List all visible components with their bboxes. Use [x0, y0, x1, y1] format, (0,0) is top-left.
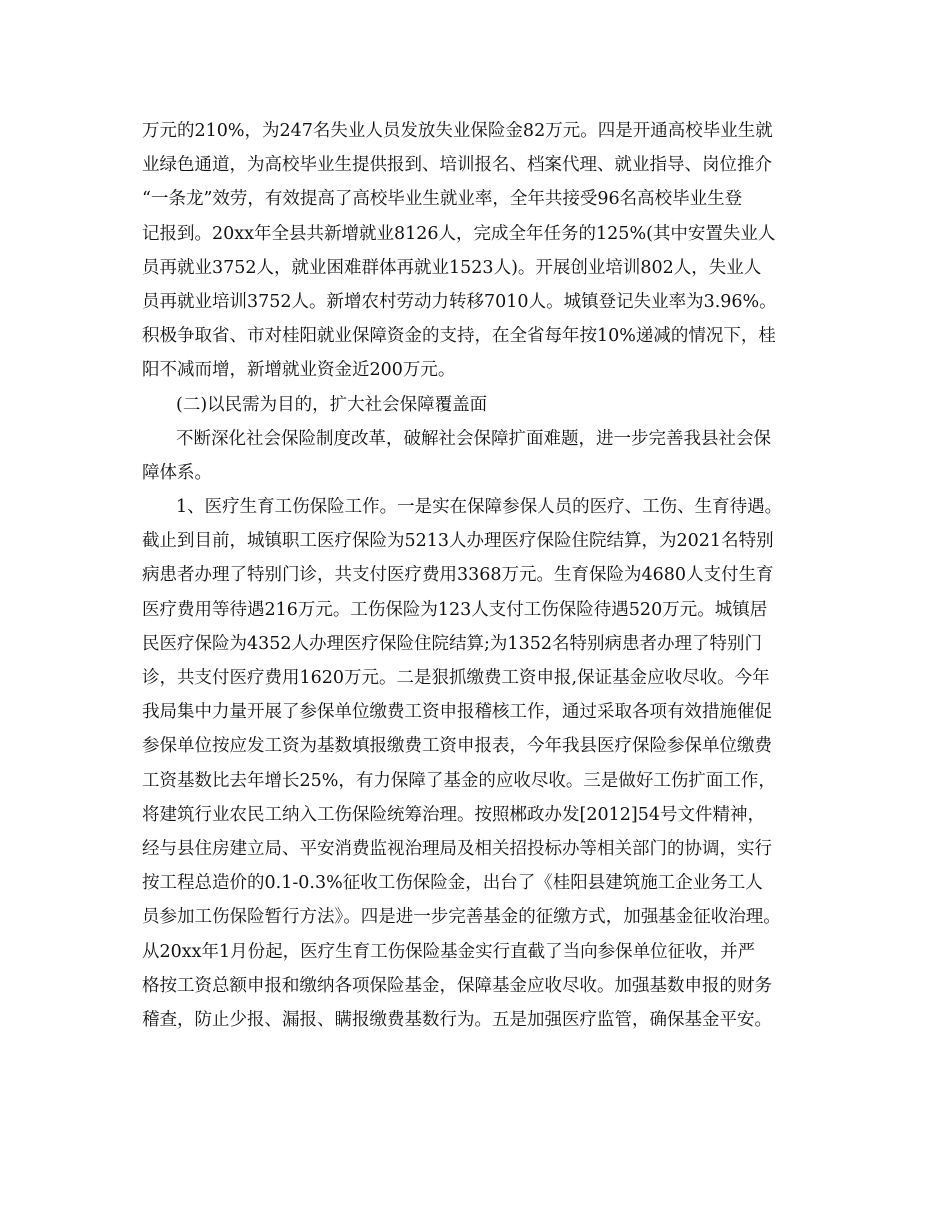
text-line: 业绿色通道，为高校毕业生提供报到、培训报名、档案代理、就业指导、岗位推介 — [142, 155, 772, 176]
text-line: 障体系。 — [142, 462, 212, 483]
text-line: 员参加工伤保险暂行方法》。四是进一步完善基金的征缴方式，加强基金征收治理。 — [142, 907, 781, 928]
text-line: 万元的210%，为247名失业人员发放失业保险金82万元。四是开通高校毕业生就 — [142, 121, 773, 141]
text-line: 诊，共支付医疗费用1620万元。二是狠抓缴费工资申报,保证基金应收尽收。今年 — [142, 668, 770, 688]
text-line: 病患者办理了特别门诊，共支付医疗费用3368万元。生育保险为4680人支付生育 — [142, 565, 774, 586]
text-line: 员再就业3752人，就业困难群体再就业1523人)。开展创业培训802人，失业人 — [142, 257, 762, 278]
section-heading: (二)以民需为目的，扩大社会保障覆盖面 — [176, 394, 488, 415]
text-line: 员再就业培训3752人。新增农村劳动力转移7010人。城镇登记失业率为3.96%。 — [142, 291, 777, 312]
text-line: 不断深化社会保险制度改革，破解社会保障扩面难题，进一步完善我县社会保 — [176, 428, 771, 449]
text-line: “一条龙”效劳，有效提高了高校毕业生就业率，全年共接受96名高校毕业生登 — [142, 189, 743, 210]
body-text — [142, 114, 822, 1037]
text-line: 截止到目前，城镇职工医疗保险为5213人办理医疗保险住院结算，为2021名特别 — [142, 531, 774, 552]
text-line: 将建筑行业农民工纳入工伤保险统筹治理。按照郴政办发[2012]54号文件精神， — [142, 804, 765, 825]
text-line: 格按工资总额申报和缴纳各项保险基金，保障基金应收尽收。加强基数申报的财务 — [142, 975, 772, 996]
text-line: 民医疗保险为4352人办理医疗保险住院结算;为1352名特别病患者办理了特别门 — [142, 633, 762, 654]
text-line: 参保单位按应发工资为基数填报缴费工资申报表，今年我县医疗保险参保单位缴费 — [142, 736, 772, 757]
text-line: 经与县住房建立局、平安消费监视治理局及相关招投标办等相关部门的协调，实行 — [142, 838, 772, 859]
text-line: 按工程总造价的0.1-0.3%征收工伤保险金，出台了《桂阳县建筑施工企业务工人 — [142, 873, 763, 894]
text-line: 工资基数比去年增长25%，有力保障了基金的应收尽收。三是做好工伤扩面工作， — [142, 770, 776, 791]
text-line: 阳不减而增，新增就业资金近200万元。 — [142, 360, 456, 381]
text-line: 我局集中力量开展了参保单位缴费工资申报稽核工作，通过采取各项有效措施催促 — [142, 702, 772, 723]
text-line: 医疗费用等待遇216万元。工伤保险为123人支付工伤保险待遇520万元。城镇居 — [142, 599, 768, 620]
text-line: 从20xx年1月份起，医疗生育工伤保险基金实行直截了当向参保单位征收，并严 — [142, 941, 756, 962]
text-line: 积极争取省、市对桂阳就业保障资金的支持，在全省每年按10%递减的情况下，桂 — [142, 326, 776, 347]
text-line: 1、医疗生育工伤保险工作。一是实在保障参保人员的医疗、工伤、生育待遇。 — [176, 497, 783, 518]
text-line: 记报到。20xx年全县共新增就业8126人，完成全年任务的125%(其中安置失业人 — [142, 223, 776, 244]
text-line: 稽查，防止少报、漏报、瞒报缴费基数行为。五是加强医疗监管，确保基金平安。 — [142, 1009, 772, 1030]
